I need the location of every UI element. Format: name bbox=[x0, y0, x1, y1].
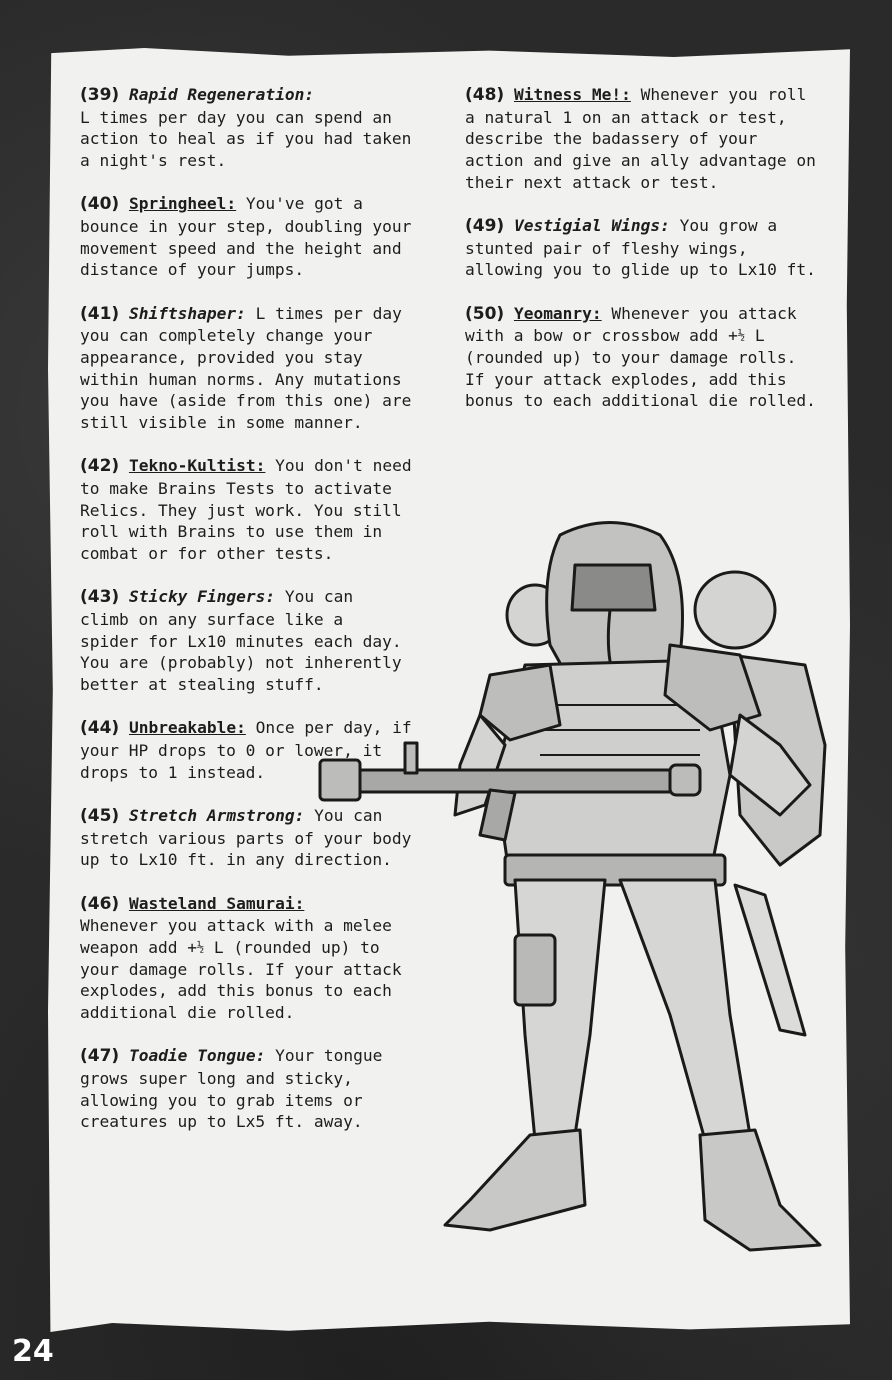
entry-text: L times per day you can spend an action to heal as if you had taken a night's rest. bbox=[80, 107, 412, 171]
entry-text: Your tongue grows super long and sticky, allowing you to grab items or creatures up to Lx5 ft. away. bbox=[80, 1046, 383, 1132]
entry-title: Tekno-Kultist: bbox=[128, 456, 266, 476]
mutation-entry-48 bbox=[465, 84, 817, 194]
entry-number: (41) bbox=[80, 303, 120, 324]
entry-title: Unbreakable: bbox=[128, 718, 246, 738]
entry-number: (43) bbox=[80, 587, 120, 608]
entry-title: Shiftshaper: bbox=[128, 303, 246, 323]
entry-number: (48) bbox=[465, 85, 505, 105]
mutation-entry-49 bbox=[465, 215, 817, 281]
entry-text: L times per day you can completely change your appearance, provided you stay within human norms. Any mutations you have (aside from this one) are still visible in some manner. bbox=[80, 303, 412, 433]
entry-text: Whenever you attack with a melee weapon add + bbox=[80, 916, 392, 957]
knife-icon bbox=[735, 885, 805, 1035]
entry-number: (44) bbox=[80, 718, 120, 739]
air-tank-icon bbox=[695, 572, 775, 648]
entry-number: (42) bbox=[80, 456, 120, 477]
entry-text: You grow a stunted pair of fleshy wings, allowing you to glide up to Lx10 ft. bbox=[465, 216, 816, 280]
entry-number: (46) bbox=[80, 893, 120, 914]
left-boot-icon bbox=[445, 1130, 585, 1230]
entry-text: Once per day, if your HP drops to 0 or lower, it drops to 1 instead. bbox=[80, 718, 412, 782]
mutation-entry-41 bbox=[80, 303, 430, 434]
fraction: ½ bbox=[196, 940, 205, 954]
entry-title: Wasteland Samurai: bbox=[128, 893, 305, 913]
entry-text: You've got a bounce in your step, doubling your movement speed and the height and distance of your jumps. bbox=[80, 194, 412, 280]
mutation-entry-50 bbox=[465, 303, 817, 413]
entry-text: You don't need to make Brains Tests to activate Relics. They just work. You still roll with Brains to use them in combat or for other tests. bbox=[80, 456, 412, 564]
entry-text-cont: L (rounded up) to your damage rolls. If your attack explodes, add this bonus to each additional die rolled. bbox=[80, 938, 402, 1023]
entry-title: Vestigial Wings: bbox=[513, 216, 670, 236]
entry-text: You can stretch various parts of your body up to Lx10 ft. in any direction. bbox=[80, 805, 412, 870]
fraction: ½ bbox=[737, 328, 746, 343]
soldier-illustration bbox=[310, 515, 850, 1260]
entry-number: (50) bbox=[465, 303, 505, 324]
page-number: 24 bbox=[12, 1334, 54, 1369]
entry-title: Stretch Armstrong: bbox=[128, 805, 305, 825]
right-column bbox=[465, 84, 817, 434]
entry-title: Yeomanry: bbox=[513, 303, 602, 323]
entry-number: (49) bbox=[465, 216, 505, 237]
mutation-entry-40 bbox=[80, 193, 430, 281]
mutation-entry-39 bbox=[80, 84, 430, 172]
entry-text: Whenever you roll a natural 1 on an attack or test, describe the badassery of your action and give an ally advantage on their next attack or test. bbox=[465, 85, 816, 192]
entry-title: Rapid Regeneration: bbox=[128, 85, 315, 104]
entry-number: (40) bbox=[80, 194, 120, 215]
entry-number: (47) bbox=[80, 1046, 120, 1067]
entry-title: Toadie Tongue: bbox=[128, 1046, 266, 1066]
entry-title: Sticky Fingers: bbox=[128, 587, 276, 607]
entry-title: Witness Me!: bbox=[513, 85, 631, 104]
entry-text: You can climb on any surface like a spider for Lx10 minutes each day. You are (probably) not inherently better at stealing stuff. bbox=[80, 587, 402, 695]
entry-number: (39) bbox=[80, 85, 120, 105]
entry-text: Whenever you attack with a bow or crossbow add + bbox=[465, 303, 797, 346]
right-boot-icon bbox=[700, 1130, 820, 1250]
entry-number: (45) bbox=[80, 805, 120, 826]
entry-title: Springheel: bbox=[128, 194, 237, 214]
entry-text-cont: L (rounded up) to your damage rolls. If your attack explodes, add this bonus to each additional die rolled. bbox=[465, 326, 816, 411]
